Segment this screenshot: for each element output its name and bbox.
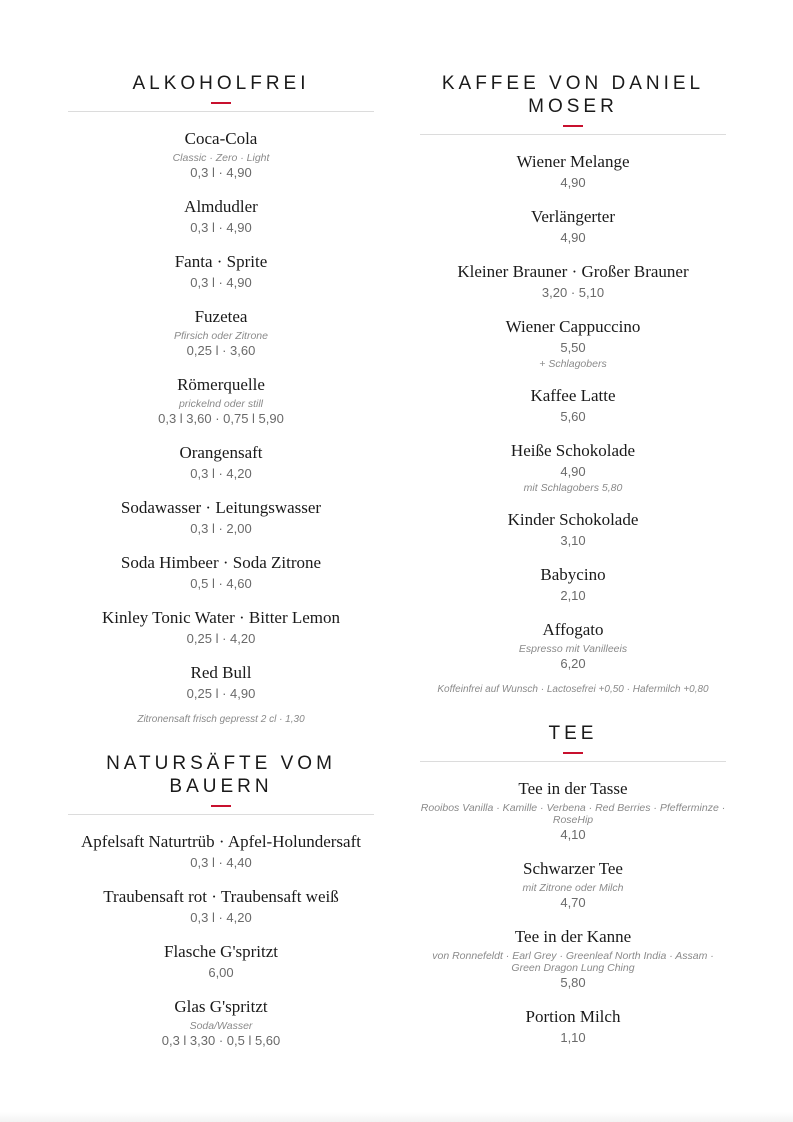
item-description: Espresso mit Vanilleeis <box>518 643 628 655</box>
menu-item <box>420 620 726 672</box>
section-accent-line <box>211 102 231 104</box>
menu-section <box>68 72 374 726</box>
menu-item <box>68 832 374 871</box>
item-price: 0,3 l · 2,00 <box>190 521 252 536</box>
item-name: Portion Milch <box>525 1007 621 1026</box>
item-price: 5,80 <box>560 975 586 990</box>
item-name: Kinley Tonic Water · Bitter Lemon <box>101 608 341 627</box>
section-title: ALKOHOLFREI <box>132 73 310 94</box>
section-divider <box>68 814 374 815</box>
menu-section <box>420 722 726 1046</box>
item-description: mit Zitrone oder Milch <box>522 882 624 894</box>
menu-item <box>420 859 726 911</box>
item-name: Babycino <box>540 565 606 584</box>
section-title: KAFFEE VON DANIEL MOSER <box>441 73 705 117</box>
section-title: NATURSÄFTE VOM BAUERN <box>106 753 336 797</box>
item-price: 6,20 <box>560 656 586 671</box>
menu-item <box>68 498 374 537</box>
item-price: 4,70 <box>560 895 586 910</box>
item-name: Kinder Schokolade <box>507 510 639 529</box>
item-name: Soda Himbeer · Soda Zitrone <box>120 553 322 572</box>
section-divider <box>68 111 374 112</box>
menu-item <box>420 779 726 843</box>
item-name: Flasche G'spritzt <box>163 942 278 961</box>
item-price: 3,20 · 5,10 <box>541 285 605 300</box>
section-divider <box>420 134 726 135</box>
menu-item <box>68 129 374 181</box>
item-name: Coca-Cola <box>184 129 258 148</box>
item-price: 0,3 l · 4,90 <box>190 275 252 290</box>
item-price: 2,10 <box>560 588 586 603</box>
item-price: 0,3 l · 4,90 <box>190 220 252 235</box>
menu-item <box>420 510 726 549</box>
item-price: 0,3 l · 4,40 <box>190 855 252 870</box>
page-bottom-edge <box>0 1112 793 1122</box>
section-accent-line <box>563 752 583 754</box>
item-name: Apfelsaft Naturtrüb · Apfel-Holundersaft <box>81 832 361 851</box>
item-description: von Ronnefeldt · Earl Grey · Greenleaf North India · Assam · Green Dragon Lung Ching <box>432 950 714 974</box>
menu-section <box>68 752 374 1049</box>
item-price: 0,5 l · 4,60 <box>190 576 252 591</box>
item-price: 4,10 <box>560 827 586 842</box>
item-name: Sodawasser · Leitungswasser <box>120 498 322 517</box>
item-name: Tee in der Tasse <box>518 779 628 798</box>
item-price: 3,10 <box>560 533 586 548</box>
left-column <box>68 72 374 1075</box>
item-name: Traubensaft rot · Traubensaft weiß <box>103 887 339 906</box>
item-extra: + Schlagobers <box>539 358 607 370</box>
item-name: Fuzetea <box>194 307 248 326</box>
item-price: 0,25 l · 3,60 <box>186 343 256 358</box>
item-price: 6,00 <box>208 965 234 980</box>
section-title: TEE <box>548 723 598 744</box>
item-description: prickelnd oder still <box>178 398 264 410</box>
item-price: 5,60 <box>560 409 586 424</box>
item-name: Kleiner Brauner · Großer Brauner <box>457 262 689 281</box>
item-price: 0,3 l · 4,20 <box>190 910 252 925</box>
menu-item <box>68 307 374 359</box>
menu-item <box>420 152 726 191</box>
item-name: Kaffee Latte <box>530 386 616 405</box>
item-price: 4,90 <box>560 175 586 190</box>
menu-item <box>420 317 726 370</box>
menu-item <box>68 375 374 427</box>
item-price: 0,3 l · 4,90 <box>190 165 252 180</box>
section-divider <box>420 761 726 762</box>
menu-item <box>420 386 726 425</box>
item-name: Römerquelle <box>177 375 265 394</box>
item-price: 0,3 l 3,30 · 0,5 l 5,60 <box>161 1033 281 1048</box>
menu-item <box>68 553 374 592</box>
section-accent-line <box>563 125 583 127</box>
menu-item <box>420 441 726 494</box>
item-price: 5,50 <box>560 340 586 355</box>
item-price: 1,10 <box>560 1030 586 1045</box>
menu-item <box>68 608 374 647</box>
menu-section <box>420 72 726 696</box>
item-name: Wiener Melange <box>516 152 630 171</box>
menu-item <box>420 1007 726 1046</box>
menu-item <box>420 207 726 246</box>
item-description: Soda/Wasser <box>189 1020 253 1032</box>
item-name: Fanta · Sprite <box>174 252 268 271</box>
item-description: Pfirsich oder Zitrone <box>174 330 268 342</box>
item-name: Verlängerter <box>530 207 615 226</box>
item-name: Tee in der Kanne <box>514 927 632 946</box>
menu-item <box>68 887 374 926</box>
item-name: Glas G'spritzt <box>174 997 268 1016</box>
item-name: Affogato <box>542 620 604 639</box>
item-price: 0,25 l · 4,90 <box>186 686 256 701</box>
item-name: Orangensaft <box>179 443 263 462</box>
menu-item <box>68 252 374 291</box>
item-name: Almdudler <box>184 197 258 216</box>
right-column <box>420 72 726 1072</box>
menu-item <box>68 663 374 702</box>
menu-item <box>68 197 374 236</box>
menu-item <box>420 927 726 991</box>
item-price: 0,3 l 3,60 · 0,75 l 5,90 <box>158 411 284 426</box>
menu-item <box>68 997 374 1049</box>
section-accent-line <box>211 805 231 807</box>
item-extra: mit Schlagobers 5,80 <box>523 482 623 494</box>
item-name: Heiße Schokolade <box>510 441 636 460</box>
item-name: Red Bull <box>190 663 252 682</box>
item-description: Classic · Zero · Light <box>172 152 270 164</box>
item-price: 0,25 l · 4,20 <box>186 631 256 646</box>
section-note: Koffeinfrei auf Wunsch · Lactosefrei +0,50 · Hafermilch +0,80 <box>437 684 709 695</box>
item-price: 4,90 <box>560 464 586 479</box>
item-price: 4,90 <box>560 230 586 245</box>
menu-item <box>420 565 726 604</box>
item-description: Rooibos Vanilla · Kamille · Verbena · Red Berries · Pfefferminze · RoseHip <box>420 802 726 826</box>
menu-item <box>68 443 374 482</box>
menu-item <box>68 942 374 981</box>
menu-item <box>420 262 726 301</box>
item-price: 0,3 l · 4,20 <box>190 466 252 481</box>
item-name: Wiener Cappuccino <box>505 317 641 336</box>
item-name: Schwarzer Tee <box>523 859 623 878</box>
section-note: Zitronensaft frisch gepresst 2 cl · 1,30 <box>137 714 305 725</box>
